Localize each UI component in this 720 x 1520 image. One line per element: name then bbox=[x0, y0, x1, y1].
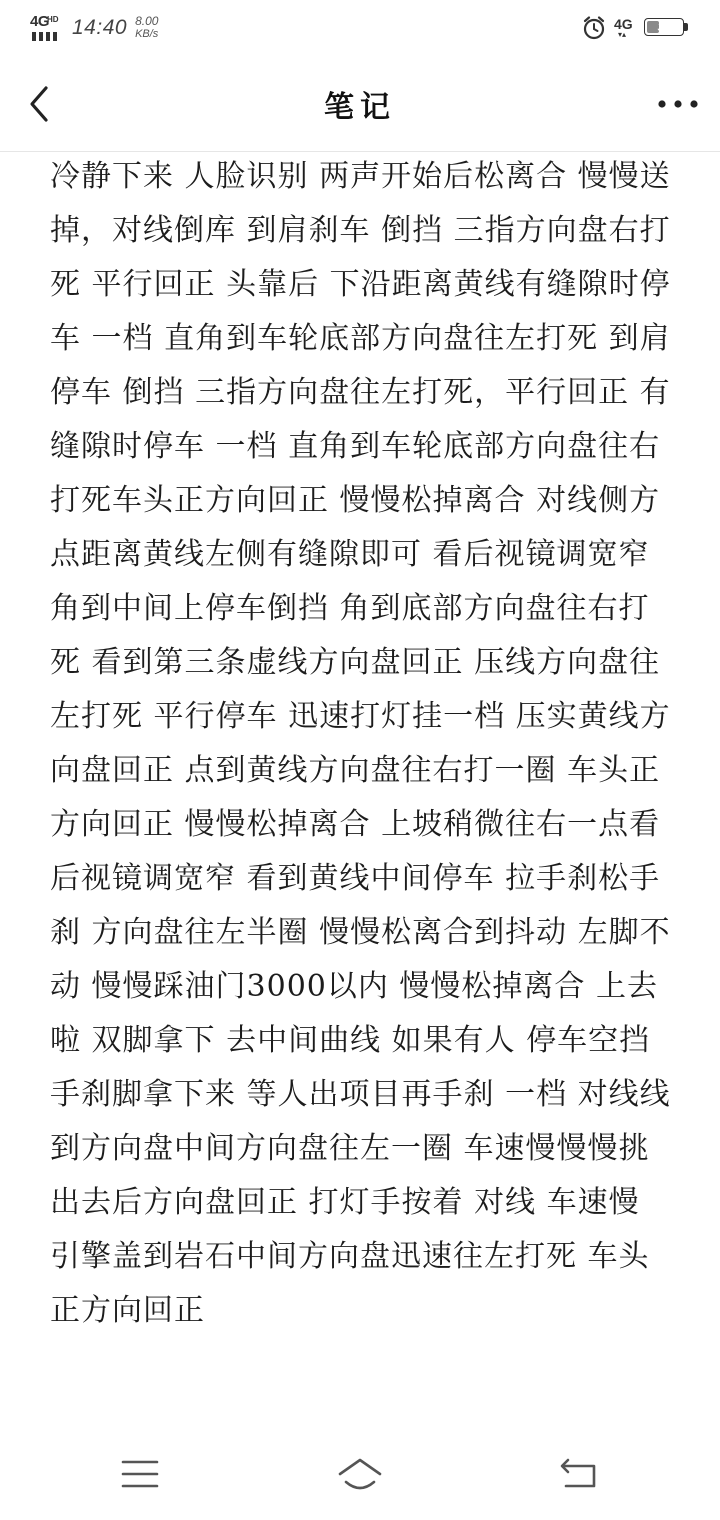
status-left bbox=[30, 10, 158, 46]
battery-level: 35 bbox=[657, 20, 671, 34]
more-dots-icon bbox=[656, 86, 700, 122]
menu-button[interactable] bbox=[116, 1452, 164, 1496]
signal-icon bbox=[32, 32, 57, 41]
home-icon bbox=[336, 1452, 384, 1496]
network-type-indicator bbox=[30, 13, 66, 43]
data-arrows-icon: ▾▴ bbox=[618, 30, 627, 39]
back-nav-button[interactable] bbox=[556, 1452, 604, 1496]
network-speed bbox=[135, 15, 158, 41]
title-bar bbox=[0, 56, 720, 152]
clock-time: 14:40 bbox=[72, 16, 128, 39]
bottom-navigation-bar bbox=[0, 1432, 720, 1520]
network-type-label: 4G bbox=[30, 13, 50, 30]
more-options-button[interactable] bbox=[656, 86, 700, 122]
page-title: 笔记 bbox=[324, 90, 396, 125]
battery-icon bbox=[644, 18, 690, 38]
alarm-icon bbox=[582, 15, 606, 41]
status-bar bbox=[0, 0, 720, 56]
network-type-right-label: 4G bbox=[614, 16, 633, 32]
network-speed-unit: KB/s bbox=[135, 28, 159, 40]
network-hd-label: HD bbox=[47, 15, 59, 24]
menu-icon bbox=[116, 1452, 164, 1496]
network-speed-value: 8.00 bbox=[135, 14, 159, 28]
network-type-right bbox=[614, 15, 636, 41]
home-button[interactable] bbox=[336, 1452, 384, 1496]
status-right bbox=[582, 12, 690, 44]
note-body[interactable]: 冷静下来 人脸识别 两声开始后松离合 慢慢送掉，对线倒库 到肩刹车 倒挡 三指方向盘右打死 平行回正 头靠后 下沿距离黄线有缝隙时停车 一档 直角到车轮底部方向盘往左打死 到肩停车 倒挡 三指方向盘往左打死，平行回正 有缝隙时停车 一档 直角到车轮底部方向盘往右打死车头正方向回正 慢慢松掉离合 对线侧方 点距离黄线左侧有缝隙即可 看后视镜调宽窄 角到中间上停车倒挡 角到底部方向盘往右打死 看到第三条虚线方向盘回正 压线方向盘往左打死 平行停车 迅速打灯挂一档 压实黄线方向盘回正 点到黄线方向盘往右打一圈 车头正方向回正 慢慢松掉离合 上坡稍微往右一点看后视镜调宽窄 看到黄线中间停车 拉手刹松手刹 方向盘往左半圈 慢慢松离合到抖动 左脚不动 慢慢踩油门3000以内 慢慢松掉离合 上去啦 双脚拿下 去中间曲线 如果有人 停车空挡手刹脚拿下来 等人出项目再手刹 一档 对线线到方向盘中间方向盘往左一圈 车速慢慢慢挑 出去后方向盘回正 打灯手按着 对线 车速慢 引擎盖到岩石中间方向盘迅速往左打死 车头正方向回正 bbox=[50, 159, 671, 1328]
back-icon bbox=[556, 1452, 604, 1496]
